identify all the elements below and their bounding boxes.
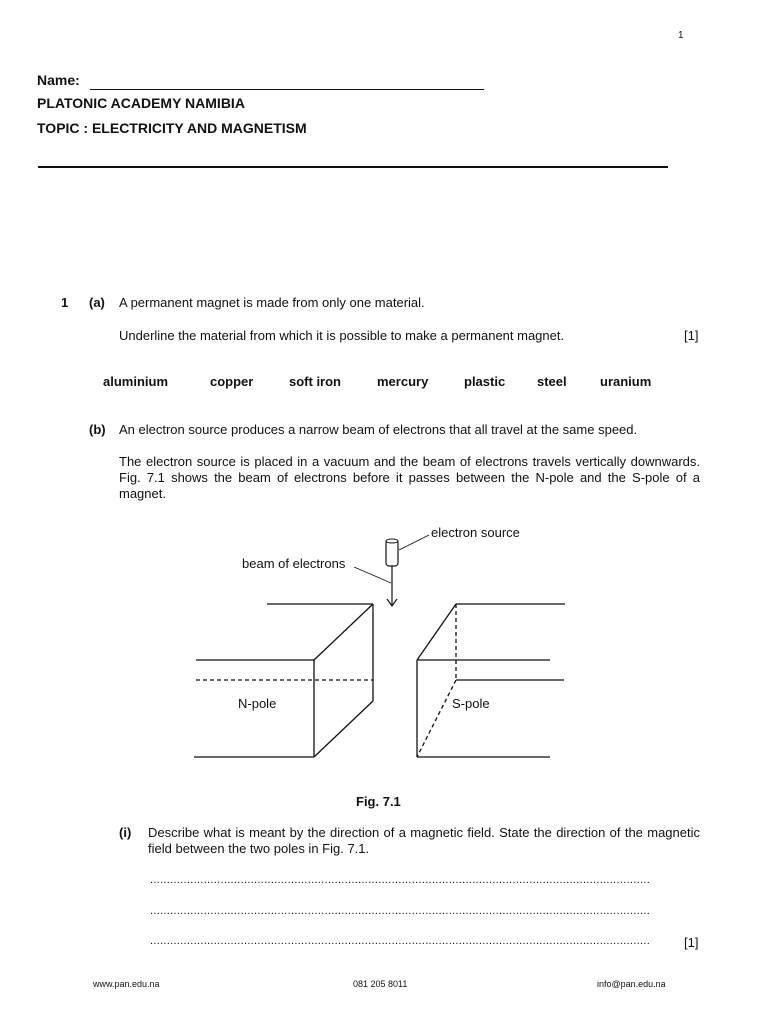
s-pole-magnet (417, 604, 565, 757)
electron-source-label: electron source (431, 525, 520, 540)
electron-beam-arrow (387, 566, 397, 606)
page-number: 1 (678, 30, 684, 41)
material-option[interactable]: plastic (464, 374, 506, 389)
s-pole-label: S-pole (452, 696, 490, 711)
beam-label: beam of electrons (242, 556, 346, 571)
name-blank-line[interactable] (90, 89, 484, 90)
question-number: 1 (61, 295, 69, 310)
part-a-marks: [1] (684, 328, 699, 343)
material-option[interactable]: steel (537, 374, 567, 389)
material-option[interactable]: uranium (600, 374, 652, 389)
part-b-label: (b) (89, 422, 106, 437)
part-b-text1: An electron source produces a narrow beam of electrons that all travel at the same speed. (119, 422, 638, 437)
part-a-label: (a) (89, 295, 105, 310)
beam-leader-line (354, 567, 391, 583)
part-a-instruction: Underline the material from which it is possible to make a permanent magnet. (119, 328, 565, 343)
part-b-text2: The electron source is placed in a vacuum and the beam of electrons travels vertically downwards. Fig. 7.1 shows the beam of electrons before it passes between the N-pole and the S-pole of a magnet. (119, 454, 700, 501)
footer-email: info@pan.edu.na (597, 979, 666, 989)
electron-source (386, 539, 398, 566)
material-option[interactable]: soft iron (289, 374, 341, 389)
figure-caption: Fig. 7.1 (356, 794, 401, 809)
school-name: PLATONIC ACADEMY NAMIBIA (37, 95, 245, 111)
sub-i-text: Describe what is meant by the direction of a magnetic field. State the direction of the magnetic field between the two poles in Fig. 7.1. (148, 825, 700, 856)
sub-i-label: (i) (119, 825, 132, 840)
n-pole-magnet (194, 604, 373, 757)
answer-line[interactable]: ..................................................................................................................................................... (150, 935, 651, 947)
footer-phone: 081 205 8011 (353, 979, 408, 989)
name-label: Name: (37, 72, 80, 88)
sub-i-marks: [1] (684, 935, 699, 950)
fig-7-1-diagram (0, 515, 768, 785)
material-option[interactable]: aluminium (103, 374, 169, 389)
material-option[interactable]: copper (210, 374, 254, 389)
source-leader-line (399, 535, 429, 550)
answer-line[interactable]: ..................................................................................................................................................... (150, 874, 651, 886)
answer-line[interactable]: ..................................................................................................................................................... (150, 905, 651, 917)
part-a-text: A permanent magnet is made from only one material. (119, 295, 425, 310)
topic-title: TOPIC : ELECTRICITY AND MAGNETISM (37, 120, 307, 136)
n-pole-label: N-pole (238, 696, 277, 711)
header-divider (38, 166, 668, 168)
footer-website: www.pan.edu.na (93, 979, 160, 989)
material-option[interactable]: mercury (377, 374, 429, 389)
